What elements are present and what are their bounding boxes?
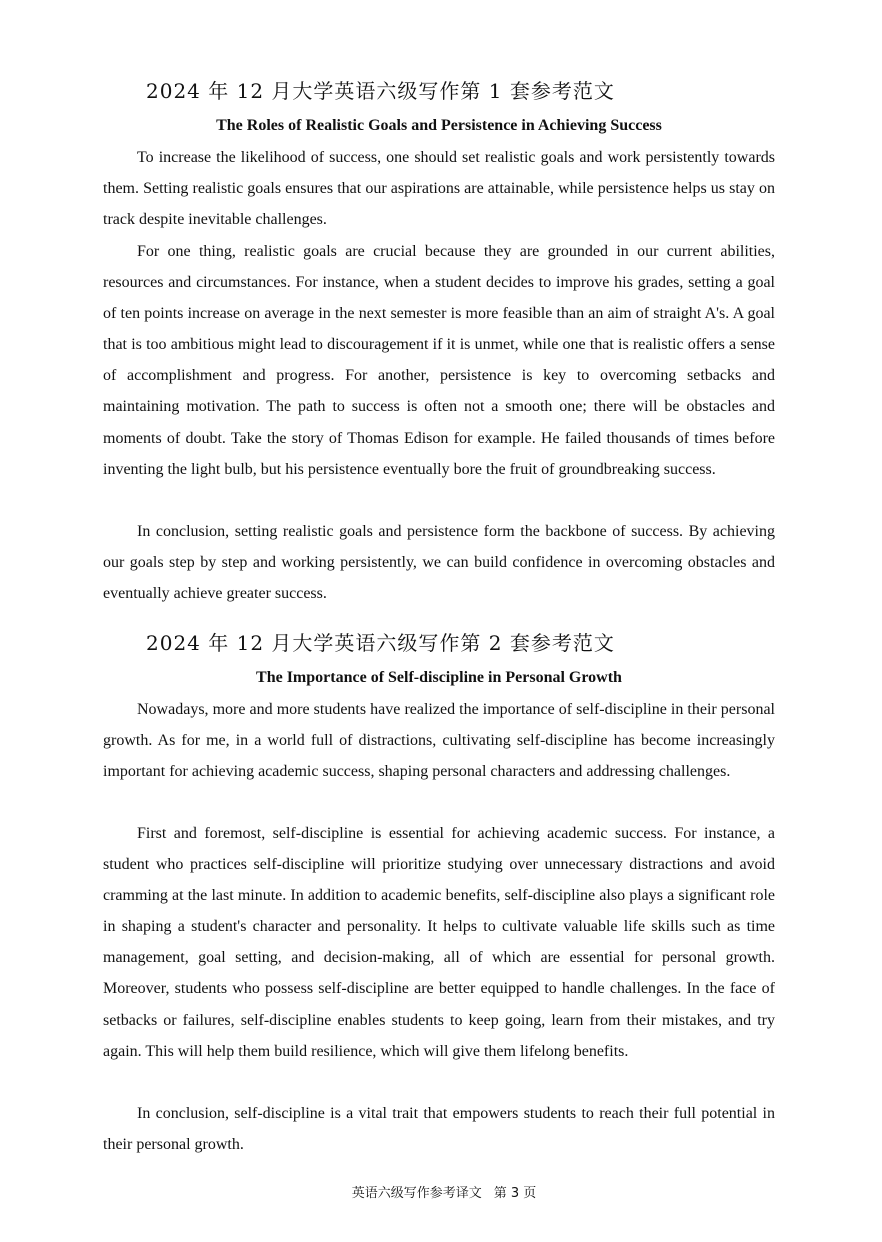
essay-2-paragraph-1: Nowadays, more and more students have realized the importance of self-discipline in their personal growth. As for me, in a world full of distractions, cultivating self-discipline has become increasingly important for achieving academic success, shaping personal characters and addressing challenges.	[103, 701, 775, 781]
page-footer	[0, 1182, 882, 1201]
essay-2-paragraph-2: First and foremost, self-discipline is essential for achieving academic success. For instance, a student who practices self-discipline will prioritize studying over unnecessary distractions and avoid cramming at the last minute. In addition to academic benefits, self-discipline also plays a significant role in shaping a student's character and personality. It helps to cultivate valuable life skills such as time management, goal setting, and decision-making, all of which are essential for personal growth. Moreover, students who possess self-discipline are better equipped to handle challenges. In the face of setbacks or failures, self-discipline enables students to keep going, learn from their mistakes, and try again. This will help them build resilience, which will give them lifelong benefits.	[103, 825, 775, 1060]
footer-doc-label: 英语六级写作参考译文	[351, 1186, 482, 1201]
footer-page-number: 第 3 页	[493, 1186, 537, 1201]
essay-1-paragraph-3: In conclusion, setting realistic goals and persistence form the backbone of success. By achieving our goals step by step and working persistently, we can build confidence in overcoming obstacles and eventually achieve greater success.	[103, 523, 775, 603]
essay-2-title: The Importance of Self-discipline in Personal Growth	[256, 669, 622, 686]
essay-1-paragraph-1: To increase the likelihood of success, one should set realistic goals and work persistently towards them. Setting realistic goals ensures that our aspirations are attainable, while persistence helps us stay on track despite inevitable challenges.	[103, 149, 775, 229]
essay-1-heading: 2024 年 12 月大学英语六级写作第 1 套参考范文	[146, 79, 615, 103]
essay-1-title: The Roles of Realistic Goals and Persistence in Achieving Success	[216, 117, 662, 134]
essay-2-heading: 2024 年 12 月大学英语六级写作第 2 套参考范文	[146, 631, 615, 655]
essay-2-paragraph-3: In conclusion, self-discipline is a vital trait that empowers students to reach their full potential in their personal growth.	[103, 1105, 775, 1154]
essay-1-paragraph-2: For one thing, realistic goals are crucial because they are grounded in our current abilities, resources and circumstances. For instance, when a student decides to improve his grades, setting a goal of ten points increase on average in the next semester is more feasible than an aim of straight A's. A goal that is too ambitious might lead to discouragement if it is unmet, while one that is realistic offers a sense of accomplishment and progress. For another, persistence is key to overcoming setbacks and maintaining motivation. The path to success is often not a smooth one; there will be obstacles and moments of doubt. Take the story of Thomas Edison for example. He failed thousands of times before inventing the light bulb, but his persistence eventually bore the fruit of groundbreaking success.	[103, 243, 775, 478]
